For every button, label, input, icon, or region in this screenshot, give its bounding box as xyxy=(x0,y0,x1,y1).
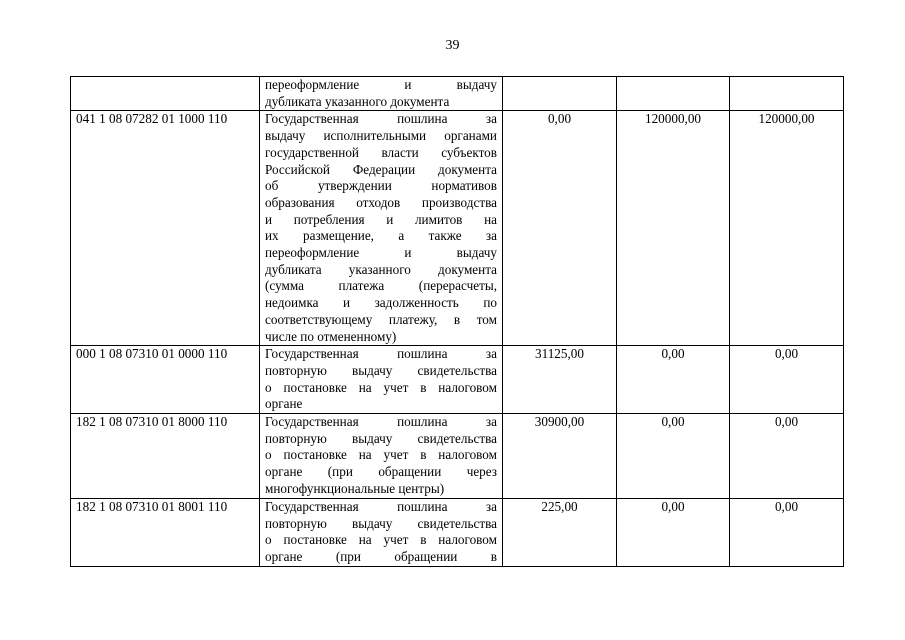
table-row xyxy=(71,499,844,567)
revenue-code-cell xyxy=(71,77,260,111)
description-line: их размещение, а также за xyxy=(265,228,497,244)
amount-cell-3: 0,00 xyxy=(730,414,844,499)
description-line: государственной власти субъектов xyxy=(265,144,497,160)
description-line: повторную выдачу свидетельства xyxy=(265,362,497,378)
amount-cell-1: 225,00 xyxy=(503,499,617,567)
description-line: переоформление и выдачу xyxy=(265,245,497,261)
description-line: о постановке на учет в налоговом xyxy=(265,532,497,548)
table-row xyxy=(71,414,844,499)
description-line: и потребления и лимитов на xyxy=(265,211,497,227)
revenue-code-cell: 000 1 08 07310 01 0000 110 xyxy=(71,346,260,414)
amount-cell-2: 0,00 xyxy=(617,346,730,414)
budget-revenue-table xyxy=(70,76,844,567)
amount-cell-1: 30900,00 xyxy=(503,414,617,499)
amount-cell-1 xyxy=(503,77,617,111)
description-line: образования отходов производства xyxy=(265,194,497,210)
description-line: Государственная пошлина за xyxy=(265,414,497,430)
table-row xyxy=(71,346,844,414)
revenue-code-cell: 182 1 08 07310 01 8001 110 xyxy=(71,499,260,567)
description-line: многофункциональные центры) xyxy=(265,480,445,496)
description-line: органе xyxy=(265,396,303,412)
amount-cell-3: 0,00 xyxy=(730,499,844,567)
amount-cell-2: 0,00 xyxy=(617,414,730,499)
description-line: об утверждении нормативов xyxy=(265,178,497,194)
amount-cell-2: 120000,00 xyxy=(617,111,730,346)
description-line: дубликата указанного документа xyxy=(265,261,497,277)
description-line: повторную выдачу свидетельства xyxy=(265,515,497,531)
amount-cell-3: 0,00 xyxy=(730,346,844,414)
description-line: о постановке на учет в налоговом xyxy=(265,447,497,463)
description-line: Государственная пошлина за xyxy=(265,499,497,515)
revenue-description-cell xyxy=(260,346,503,414)
revenue-code-cell: 182 1 08 07310 01 8000 110 xyxy=(71,414,260,499)
revenue-description-cell xyxy=(260,414,503,499)
table-body xyxy=(71,77,844,567)
description-line: недоимка и задолженность по xyxy=(265,295,497,311)
description-line: (сумма платежа (перерасчеты, xyxy=(265,278,497,294)
description-line: переоформление и выдачу xyxy=(265,77,497,92)
description-line: дубликата указанного документа xyxy=(265,93,450,109)
revenue-description-cell xyxy=(260,111,503,346)
description-line: повторную выдачу свидетельства xyxy=(265,430,497,446)
amount-cell-2 xyxy=(617,77,730,111)
description-line: Российской Федерации документа xyxy=(265,161,497,177)
amount-cell-3: 120000,00 xyxy=(730,111,844,346)
description-line: о постановке на учет в налоговом xyxy=(265,379,497,395)
page-number: 39 xyxy=(445,38,460,53)
amount-cell-3 xyxy=(730,77,844,111)
amount-cell-1: 0,00 xyxy=(503,111,617,346)
table-row xyxy=(71,77,844,111)
revenue-description-cell xyxy=(260,77,503,111)
description-line: Государственная пошлина за xyxy=(265,111,497,127)
table-row xyxy=(71,111,844,346)
amount-cell-1: 31125,00 xyxy=(503,346,617,414)
description-line: выдачу исполнительными органами xyxy=(265,128,497,144)
revenue-code-cell: 041 1 08 07282 01 1000 110 xyxy=(71,111,260,346)
description-line: Государственная пошлина за xyxy=(265,346,497,362)
revenue-description-cell xyxy=(260,499,503,567)
description-line: органе (при обращении в xyxy=(265,549,497,565)
description-line: соответствующему платежу, в том xyxy=(265,311,497,327)
description-line: органе (при обращении через xyxy=(265,464,497,480)
amount-cell-2: 0,00 xyxy=(617,499,730,567)
description-line: числе по отмененному) xyxy=(265,328,397,344)
